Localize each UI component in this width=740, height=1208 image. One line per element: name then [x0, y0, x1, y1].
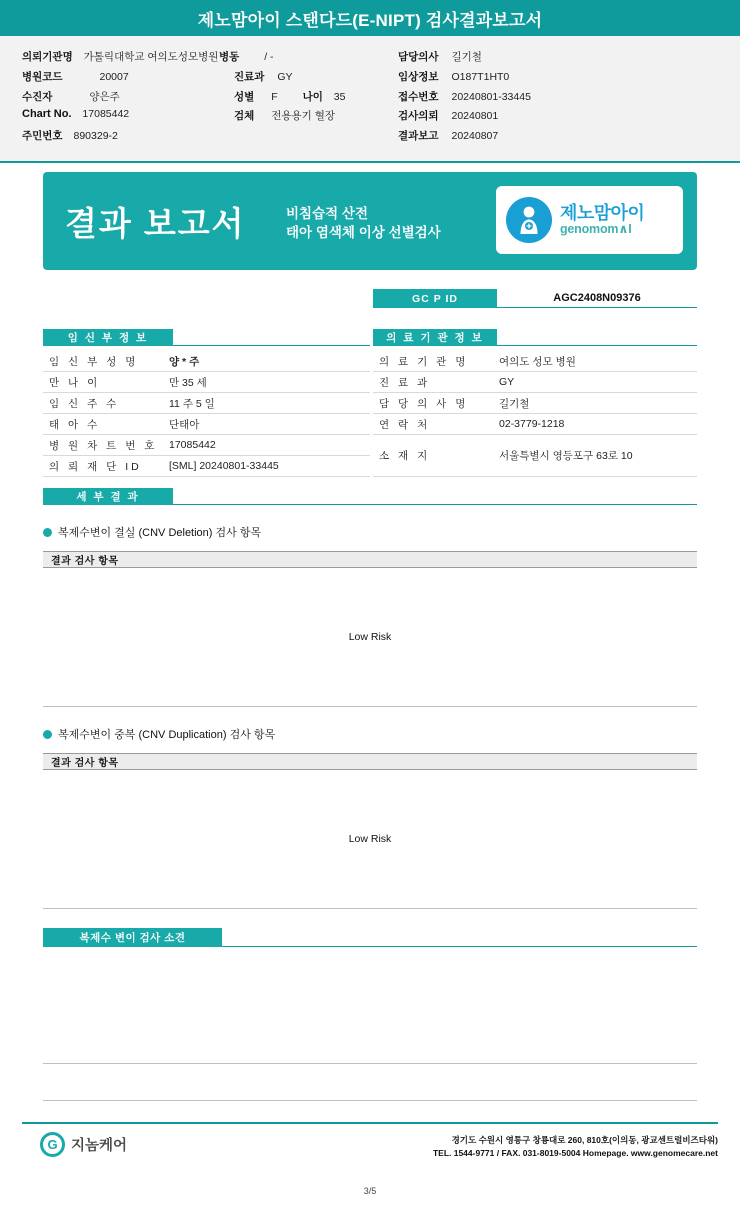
header-value-sex: F [271, 91, 278, 103]
header-field-test-request-date [398, 108, 498, 123]
header-value-ssn: 890329-2 [73, 130, 118, 142]
cnv-deletion-risk: Low Risk [348, 631, 392, 643]
header-label-ward: 병동 [219, 51, 240, 63]
table-row [373, 393, 697, 414]
header-label-hospital-code: 병원코드 [22, 71, 63, 83]
baby-icon [506, 197, 552, 243]
header-label-department: 진료과 [234, 71, 265, 83]
cnv-deletion-bullet-label: 복제수변이 결실 (CNV Deletion) 검사 항목 [58, 527, 262, 539]
hero-banner [43, 172, 697, 270]
header-field-ssn [22, 128, 118, 143]
footer-rule [22, 1122, 718, 1124]
footer-address-line2: TEL. 1544-9771 / FAX. 031-8019-5004 Homepage. www.genomecare.net [432, 1148, 718, 1158]
row-key: 소 재 지 [379, 450, 431, 462]
header-value-receipt-no: 20240801-33445 [451, 91, 531, 103]
footer-company-name: 지놈케어 [71, 1138, 128, 1154]
row-value: 서울특별시 영등포구 63로 10 [499, 450, 633, 462]
hero-title: 결과 보고서 [65, 205, 246, 242]
table-row [373, 414, 697, 435]
header-value-patient-name: 양은주 [89, 91, 120, 103]
header-label-institution: 의뢰기관명 [22, 51, 73, 63]
cnv-duplication-bullet [43, 726, 275, 742]
cnv-duplication-risk: Low Risk [348, 833, 392, 845]
cnv-deletion-bullet [43, 524, 261, 540]
page-number: 3/5 [363, 1186, 377, 1196]
hero-subtitle-line1: 비침습적 산전 [286, 206, 368, 221]
header-field-institution [22, 49, 218, 64]
header-label-receipt-no: 접수번호 [398, 91, 439, 103]
footer-address-line1: 경기도 수원시 영통구 창룡대로 260, 810호(이의동, 광교센트럴비즈타워) [451, 1135, 718, 1145]
header-value-age: 35 [333, 91, 346, 103]
table-row [43, 393, 370, 414]
row-value: 양 * 주 [169, 355, 200, 368]
cnv-deletion-table-header: 결과 검사 항목 [43, 551, 697, 568]
opinion-divider-2 [43, 1100, 697, 1101]
opinion-heading: 복제수 변이 검사 소견 [43, 928, 222, 947]
table-row [43, 351, 370, 372]
hero-subtitle [286, 204, 441, 242]
row-value: 만 35 세 [169, 376, 207, 389]
institution-info-rule [497, 345, 697, 346]
row-key: 병 원 차 트 번 호 [49, 439, 158, 452]
opinion-divider-1 [43, 1063, 697, 1064]
table-row [43, 456, 370, 477]
header-field-hospital-code [22, 69, 129, 84]
table-row [43, 435, 370, 456]
header-value-hospital-code: 20007 [99, 71, 129, 83]
table-row [43, 414, 370, 435]
row-value: 단태아 [169, 418, 200, 431]
header-field-specimen [234, 108, 335, 123]
gcp-id-label: GC P ID [373, 289, 497, 308]
row-key: 진 료 과 [379, 376, 431, 389]
row-value: [SML] 20240801-33445 [169, 460, 279, 472]
header-value-institution: 가톨릭대학교 여의도성모병원 [83, 51, 219, 63]
header-field-patient-name [22, 89, 120, 104]
table-row [373, 351, 697, 372]
footer-address [433, 1134, 718, 1160]
header-label-report-date: 결과보고 [398, 130, 439, 142]
bullet-dot-icon [43, 528, 52, 537]
header-label-chart-no: Chart No. [22, 108, 72, 120]
patient-header [0, 36, 740, 163]
detail-results-heading: 세 부 결 과 [43, 488, 173, 505]
header-value-report-date: 20240807 [451, 130, 499, 142]
header-label-patient-name: 수진자 [22, 91, 53, 103]
table-row [373, 435, 697, 477]
header-label-doctor: 담당의사 [398, 51, 439, 63]
header-field-clinical-info [398, 69, 509, 84]
header-value-clinical-info: O187T1HT0 [451, 71, 510, 83]
cnv-deletion-divider [43, 706, 697, 707]
cnv-duplication-table-header: 결과 검사 항목 [43, 753, 697, 770]
row-value: 11 주 5 일 [169, 397, 215, 410]
row-key: 만 나 이 [49, 376, 101, 389]
header-field-chart-no [22, 108, 129, 120]
page-title: 제노맘아이 스탠다드(E-NIPT) 검사결과보고서 [0, 0, 740, 36]
header-value-specimen: 전용용기 혈장 [271, 110, 335, 122]
row-key: 연 락 처 [379, 418, 431, 431]
header-value-chart-no: 17085442 [82, 108, 130, 120]
header-value-ward: / - [264, 51, 274, 63]
pregnancy-info-rule [173, 345, 370, 346]
header-field-report-date [398, 128, 498, 143]
genomecare-logo-icon: G [40, 1132, 65, 1157]
brand-name-en: genomom∧I [560, 221, 632, 236]
table-row [43, 372, 370, 393]
header-field-receipt-no [398, 89, 531, 104]
brand-logo-text [560, 204, 644, 236]
header-value-department: GY [277, 71, 293, 83]
gcp-id-value: AGC2408N09376 [497, 289, 697, 308]
cnv-duplication-divider [43, 908, 697, 909]
row-key: 임 신 주 수 [49, 397, 120, 410]
row-key: 의 뢰 재 단 ID [49, 460, 142, 473]
brand-logo [496, 186, 683, 254]
detail-results-rule [173, 504, 697, 505]
header-label-specimen: 검체 [234, 110, 255, 122]
bullet-dot-icon [43, 730, 52, 739]
footer-logo [40, 1132, 127, 1157]
row-value: 17085442 [169, 439, 216, 451]
brand-name-kr: 제노맘아이 [560, 202, 645, 223]
pregnancy-info-table [43, 351, 370, 477]
institution-info-table [373, 351, 697, 477]
row-value: 여의도 성모 병원 [499, 355, 576, 368]
header-label-sex: 성별 [234, 91, 255, 103]
header-field-ward [219, 49, 274, 64]
header-field-department [234, 69, 293, 84]
header-label-ssn: 주민번호 [22, 130, 63, 142]
row-value: 02-3779-1218 [499, 418, 565, 430]
row-key: 임 신 부 성 명 [49, 355, 139, 368]
header-field-sex-age [234, 89, 345, 104]
header-label-age: 나이 [302, 91, 323, 103]
hero-subtitle-line2: 태아 염색체 이상 선별검사 [286, 225, 441, 240]
row-value: 길기철 [499, 397, 530, 410]
header-field-doctor [398, 49, 482, 64]
row-key: 담 당 의 사 명 [379, 397, 469, 410]
opinion-rule [222, 946, 697, 947]
header-label-clinical-info: 임상정보 [398, 71, 439, 83]
header-value-test-request-date: 20240801 [451, 110, 499, 122]
row-key: 태 아 수 [49, 418, 101, 431]
table-row [373, 372, 697, 393]
cnv-duplication-bullet-label: 복제수변이 중복 (CNV Duplication) 검사 항목 [58, 729, 276, 741]
header-value-doctor: 길기철 [451, 51, 482, 63]
row-value: GY [499, 376, 515, 388]
institution-info-heading: 의 료 기 관 정 보 [373, 329, 497, 346]
header-label-test-request-date: 검사의뢰 [398, 110, 439, 122]
pregnancy-info-heading: 임 신 부 정 보 [43, 329, 173, 346]
row-key: 의 료 기 관 명 [379, 355, 469, 368]
